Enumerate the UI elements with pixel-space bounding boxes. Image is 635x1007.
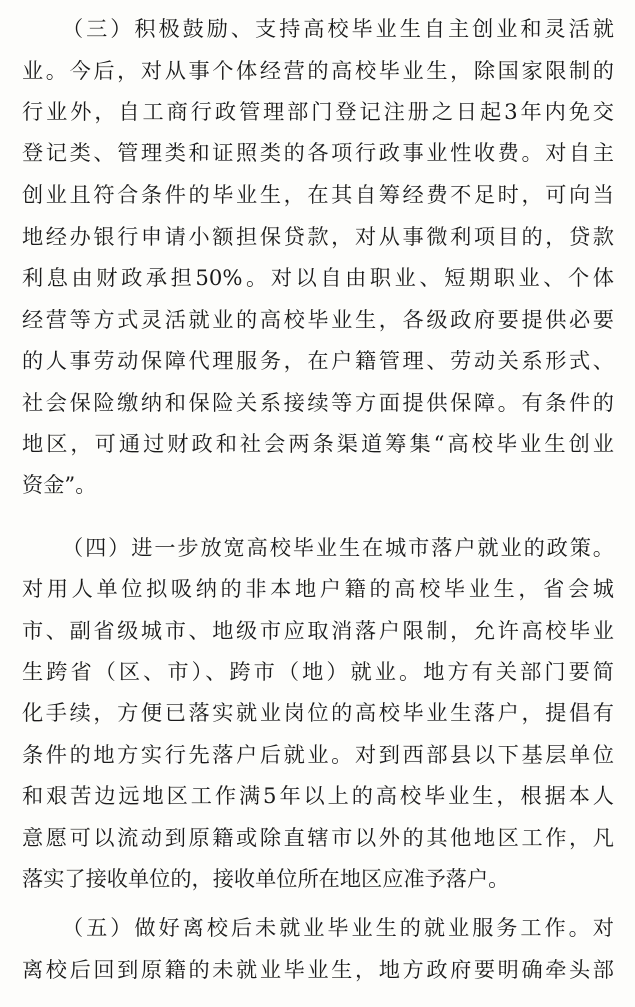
paragraph-3-line-7: 利息由财政承担50%。对以自由职业、短期职业、个体	[22, 265, 614, 290]
paragraph-3-line-6: 地经办银行申请小额担保贷款，对从事微利项目的，贷款	[22, 224, 614, 249]
paragraph-3-line-3: 行业外，自工商行政管理部门登记注册之日起3年内免交	[22, 99, 614, 124]
paragraph-4-line-2: 对用人单位拟吸纳的非本地户籍的高校毕业生，省会城	[22, 576, 614, 601]
paragraph-4-line-5: 化手续，方便已落实就业岗位的高校毕业生落户，提倡有	[22, 700, 614, 725]
paragraph-4-line-3: 市、副省级城市、地级市应取消落户限制，允许高校毕业	[22, 618, 614, 643]
paragraph-4-line-9: 落实了接收单位的，接收单位所在地区应准予落户。	[22, 866, 510, 891]
paragraph-4-line-7: 和艰苦边远地区工作满5年以上的高校毕业生，根据本人	[22, 783, 614, 808]
paragraph-3-line-5: 创业且符合条件的毕业生，在其自筹经费不足时，可向当	[22, 182, 614, 207]
paragraph-3-line-9: 的人事劳动保障代理服务，在户籍管理、劳动关系形式、	[22, 348, 614, 373]
paragraph-3-line-12: 资金”。	[22, 472, 97, 497]
paragraph-4-line-4: 生跨省（区、市）、跨市（地）就业。地方有关部门要简	[22, 659, 614, 684]
paragraph-3-line-4: 登记类、管理类和证照类的各项行政事业性收费。对自主	[22, 140, 614, 165]
paragraph-4-line-6: 条件的地方实行先落户后就业。对到西部县以下基层单位	[22, 742, 614, 767]
paragraph-3-line-8: 经营等方式灵活就业的高校毕业生，各级政府要提供必要	[22, 307, 614, 332]
paragraph-3-line-2: 业。今后，对从事个体经营的高校毕业生，除国家限制的	[22, 58, 614, 83]
paragraph-3-line-1: （三）积极鼓励、支持高校毕业生自主创业和灵活就	[62, 16, 614, 41]
paragraph-4-line-8: 意愿可以流动到原籍或除直辖市以外的其他地区工作，凡	[22, 825, 614, 850]
paragraph-3-line-10: 社会保险缴纳和保险关系接续等方面提供保障。有条件的	[22, 390, 614, 415]
paragraph-4-line-1: （四）进一步放宽高校毕业生在城市落户就业的政策。	[62, 535, 614, 560]
paragraph-5-line-1: （五）做好离校后未就业毕业生的就业服务工作。对	[62, 915, 614, 940]
paragraph-3-line-11: 地区，可通过财政和社会两条渠道筹集“高校毕业生创业	[22, 431, 614, 456]
paragraph-5-line-2: 离校后回到原籍的未就业毕业生，地方政府要明确牵头部	[22, 957, 614, 982]
